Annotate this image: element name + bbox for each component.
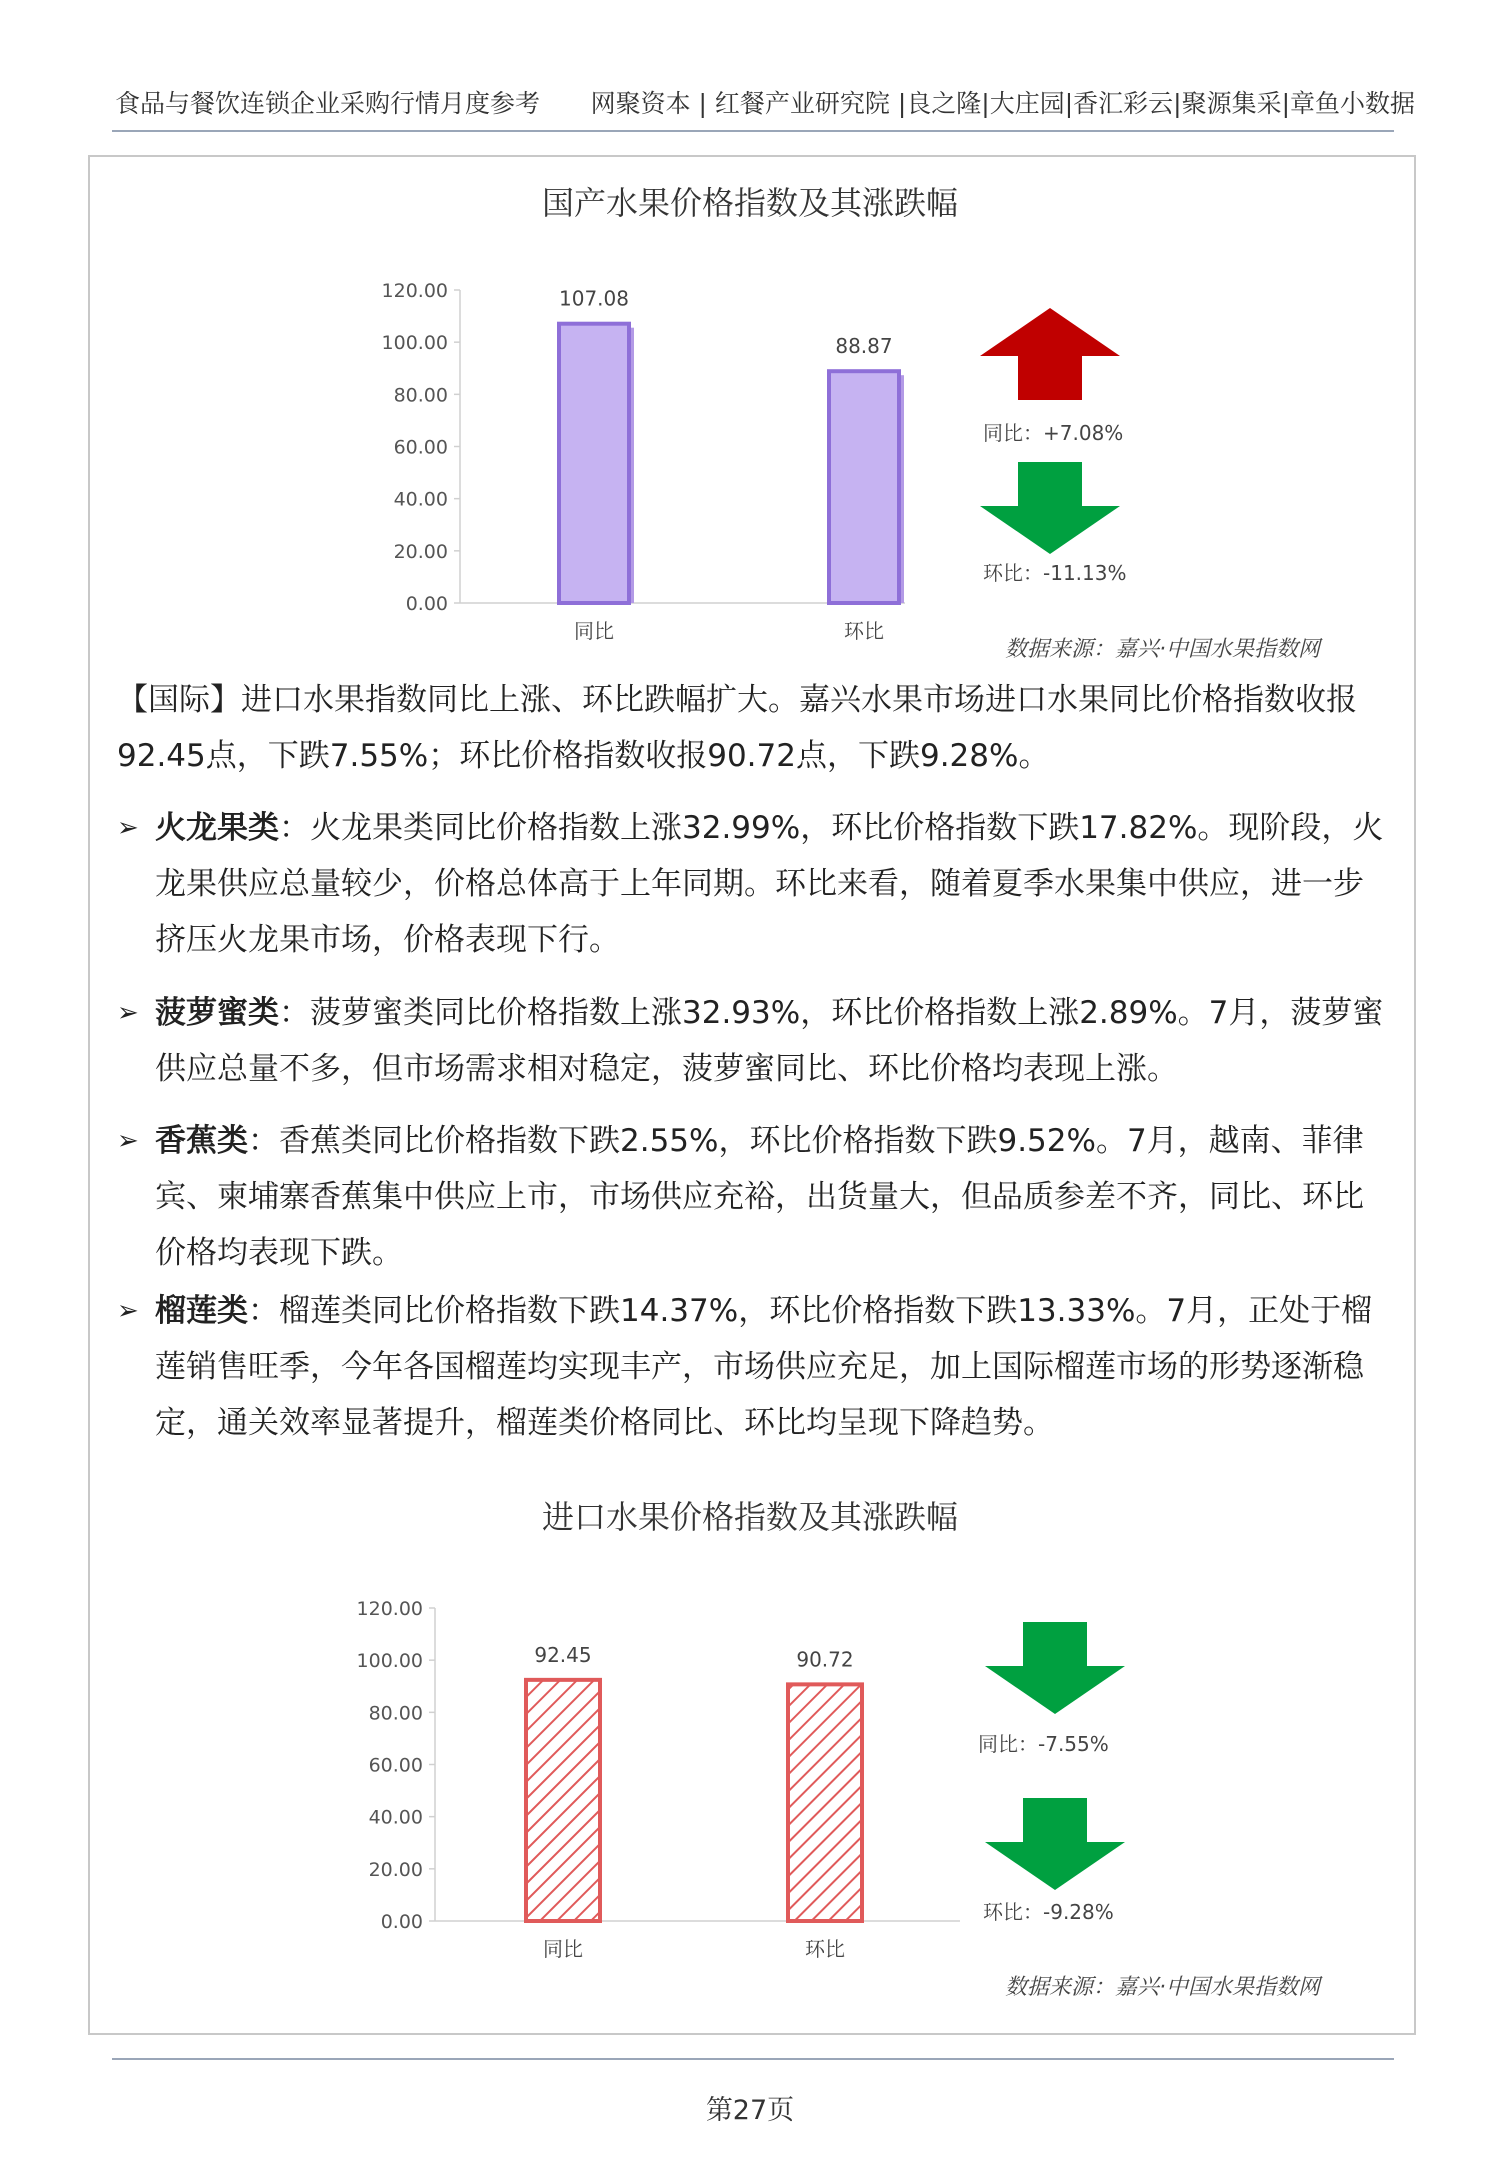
bar-value-label: 88.87 [835,334,893,359]
bullet-text: ：榴莲类同比价格指数下跌14.37%，环比价格指数下跌13.33%。7月，正处于榴莲销售旺季，今年各国榴莲均实现丰产，市场供应充足，加上国际榴莲市场的形势逐渐稳定，通关效率显著提升，榴莲类价格同比、环比均呈现下降趋势。 [155,1293,1373,1441]
y-tick-label: 20.00 [393,540,448,563]
bullet-arrow-icon: ➢ [117,1296,139,1326]
bullet-text: ：火龙果类同比价格指数上涨32.99%，环比价格指数下跌17.82%。现阶段，火龙果供应总量较少，价格总体高于上年同期。环比来看，随着夏季水果集中供应，进一步挤压火龙果市场，价格表现下行。 [155,810,1384,958]
bar [559,324,629,603]
yoy-change-label: 同比：+7.08% [983,421,1124,445]
bullet-name: 香蕉类 [155,1123,248,1159]
bullet-name: 榴莲类 [155,1293,248,1329]
bullet-durian [117,1283,1387,1451]
x-category-label: 同比 [543,1937,583,1961]
y-tick-label: 60.00 [393,436,448,459]
y-tick-label: 100.00 [381,332,448,355]
report-title: 食品与餐饮连锁企业采购行情月度参考 [115,89,541,118]
x-category-label: 环比 [844,619,884,643]
y-tick-label: 60.00 [368,1754,423,1777]
down-arrow-icon [980,462,1120,554]
y-tick-label: 120.00 [356,1598,423,1620]
y-tick-label: 0.00 [405,593,448,615]
down-arrow-icon [985,1622,1125,1714]
imported-fruit-chart [0,1560,1500,1980]
bullet-name: 火龙果类 [155,810,279,846]
bullet-arrow-icon: ➢ [117,998,139,1028]
bullet-text: ：香蕉类同比价格指数下跌2.55%，环比价格指数下跌9.52%。7月，越南、菲律宾、柬埔寨香蕉集中供应上市，市场供应充裕，出货量大，但品质参差不齐，同比、环比价格均表现下跌。 [155,1123,1364,1271]
y-tick-label: 80.00 [368,1702,423,1725]
domestic-fruit-chart [0,0,1500,700]
international-summary: 【国际】进口水果指数同比上涨、环比跌幅扩大。嘉兴水果市场进口水果同比价格指数收报92.45点，下跌7.55%；环比价格指数收报90.72点，下跌9.28%。 [117,682,1357,774]
y-tick-label: 0.00 [380,1911,423,1933]
footer-divider [112,2058,1394,2060]
y-tick-label: 20.00 [368,1858,423,1881]
bar [526,1680,600,1921]
bullet-banana [117,1113,1387,1281]
bar [788,1684,862,1921]
y-tick-label: 100.00 [356,1650,423,1673]
page-number: 第27页 [705,2095,795,2126]
bullet-text: ：菠萝蜜类同比价格指数上涨32.93%，环比价格指数上涨2.89%。7月，菠萝蜜供应总量不多，但市场需求相对稳定，菠萝蜜同比、环比价格均表现上涨。 [155,995,1384,1087]
bullet-jackfruit [117,985,1387,1097]
yoy-change-label: 同比：-7.55% [978,1732,1109,1756]
bar-value-label: 90.72 [796,1647,854,1672]
bullet-arrow-icon: ➢ [117,1126,139,1156]
y-tick-label: 120.00 [381,280,448,302]
mom-change-label: 环比：-11.13% [983,561,1127,585]
report-partners: 网聚资本 | 红餐产业研究院 |良之隆|大庄园|香汇彩云|聚源集采|章鱼小数据 [590,89,1415,118]
down-arrow-icon [985,1798,1125,1890]
bullet-dragonfruit [117,800,1387,968]
bar-value-label: 107.08 [559,286,629,311]
chart2-title: 进口水果价格指数及其涨跌幅 [541,1498,958,1536]
y-tick-label: 40.00 [393,488,448,511]
mom-change-label: 环比：-9.28% [983,1900,1114,1924]
chart1-source: 数据来源：嘉兴·中国水果指数网 [1005,637,1320,662]
bar [829,371,899,603]
bar-value-label: 92.45 [534,1642,592,1667]
chart1-title: 国产水果价格指数及其涨跌幅 [541,184,958,222]
bullet-arrow-icon: ➢ [117,813,139,843]
x-category-label: 环比 [805,1937,845,1961]
y-tick-label: 80.00 [393,384,448,407]
chart2-source: 数据来源：嘉兴·中国水果指数网 [1005,1975,1320,2000]
bullet-name: 菠萝蜜类 [155,995,279,1031]
up-arrow-icon [980,308,1120,400]
x-category-label: 同比 [574,619,614,643]
y-tick-label: 40.00 [368,1806,423,1829]
